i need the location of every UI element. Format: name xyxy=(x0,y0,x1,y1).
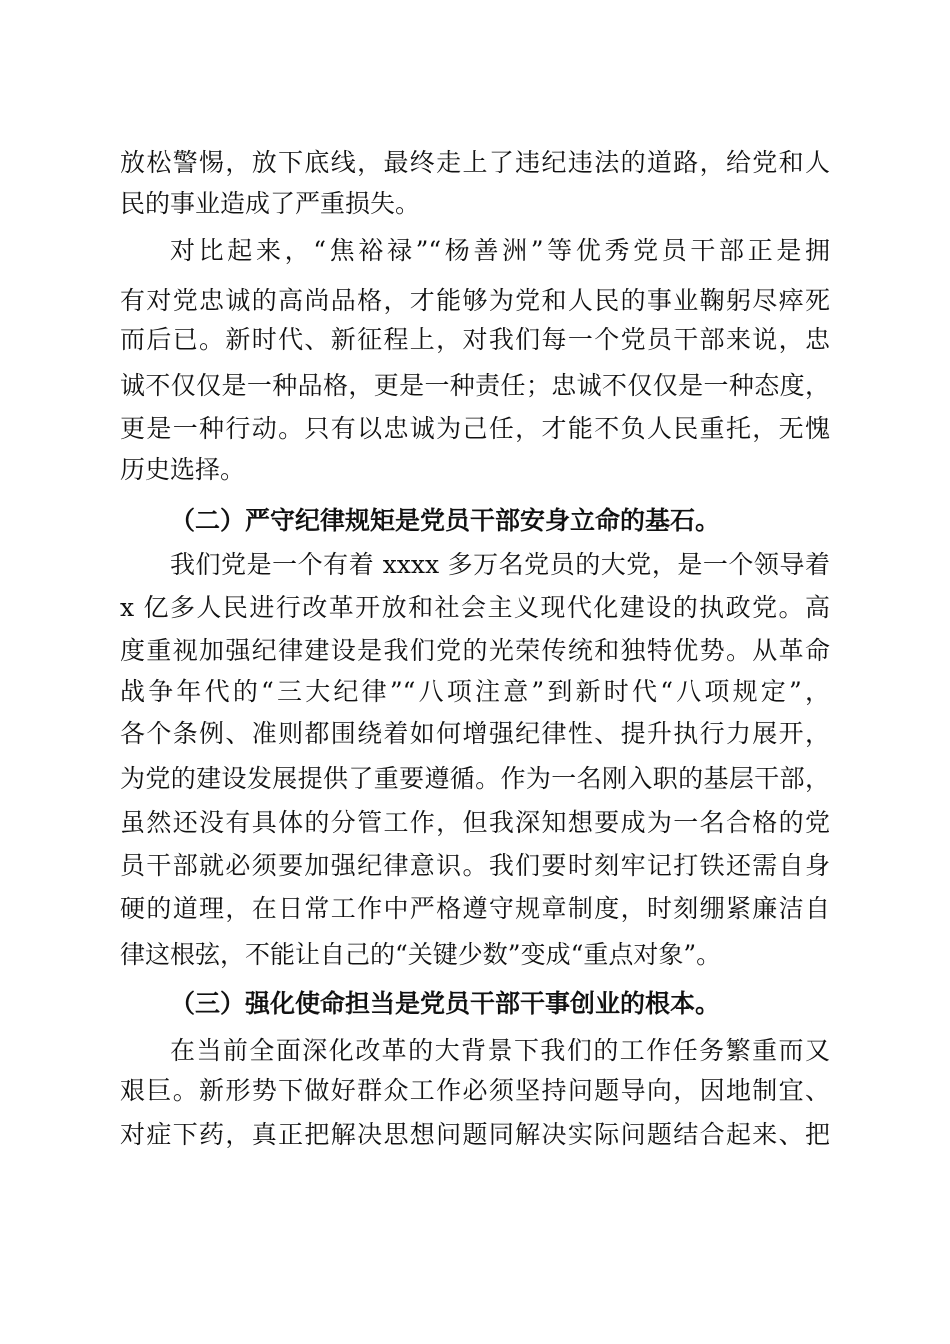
section-heading: （三）强化使命担当是党员干部干事创业的根本。 xyxy=(170,989,721,1018)
body-text-line: 律这根弦，不能让自己的“关键少数”变成“重点对象”。 xyxy=(120,940,722,969)
body-text-line: 诚不仅仅是一种品格，更是一种责任；忠诚不仅仅是一种态度， xyxy=(120,371,830,400)
body-text-line: 虽然还没有具体的分管工作，但我深知想要成为一名合格的党 xyxy=(120,808,830,837)
body-text-line: 而后已。新时代、新征程上，对我们每一个党员干部来说，忠 xyxy=(120,325,830,354)
body-text-line: 员干部就必须要加强纪律意识。我们要时刻牢记打铁还需自身 xyxy=(120,851,830,880)
body-text-line: 历史选择。 xyxy=(120,455,246,484)
body-text-line: x 亿多人民进行改革开放和社会主义现代化建设的执政党。高 xyxy=(120,593,830,622)
body-text-line: 度重视加强纪律建设是我们党的光荣传统和独特优势。从革命 xyxy=(120,636,830,665)
section-heading: （二）严守纪律规矩是党员干部安身立命的基石。 xyxy=(170,506,721,535)
body-text-line: 为党的建设发展提供了重要遵循。作为一名刚入职的基层干部， xyxy=(120,764,830,793)
body-text-line: 艰巨。新形势下做好群众工作必须坚持问题导向，因地制宜、 xyxy=(120,1076,830,1105)
body-text-line: 各个条例、准则都围绕着如何增强纪律性、提升执行力展开， xyxy=(120,719,830,748)
body-text-line: 民的事业造成了严重损失。 xyxy=(120,189,421,218)
body-text-line: 放松警惕，放下底线，最终走上了违纪违法的道路，给党和人 xyxy=(120,148,830,177)
body-text-line: 对症下药，真正把解决思想问题同解决实际问题结合起来、把 xyxy=(120,1120,830,1149)
body-text-line: 有对党忠诚的高尚品格，才能够为党和人民的事业鞠躬尽瘁死 xyxy=(120,286,830,315)
paragraph-first-line: 在当前全面深化改革的大背景下我们的工作任务繁重而又 xyxy=(170,1036,830,1065)
body-text-line: 更是一种行动。只有以忠诚为己任，才能不负人民重托，无愧 xyxy=(120,414,830,443)
paragraph-first-line: 我们党是一个有着 xxxx 多万名党员的大党，是一个领导着 xyxy=(170,550,830,579)
body-text-line: 战争年代的“三大纪律”“八项注意”到新时代“八项规定”， xyxy=(120,677,830,706)
paragraph-first-line: 对比起来，“焦裕禄”“杨善洲”等优秀党员干部正是拥 xyxy=(170,236,830,265)
body-text-line: 硬的道理，在日常工作中严格遵守规章制度，时刻绷紧廉洁自 xyxy=(120,894,830,923)
